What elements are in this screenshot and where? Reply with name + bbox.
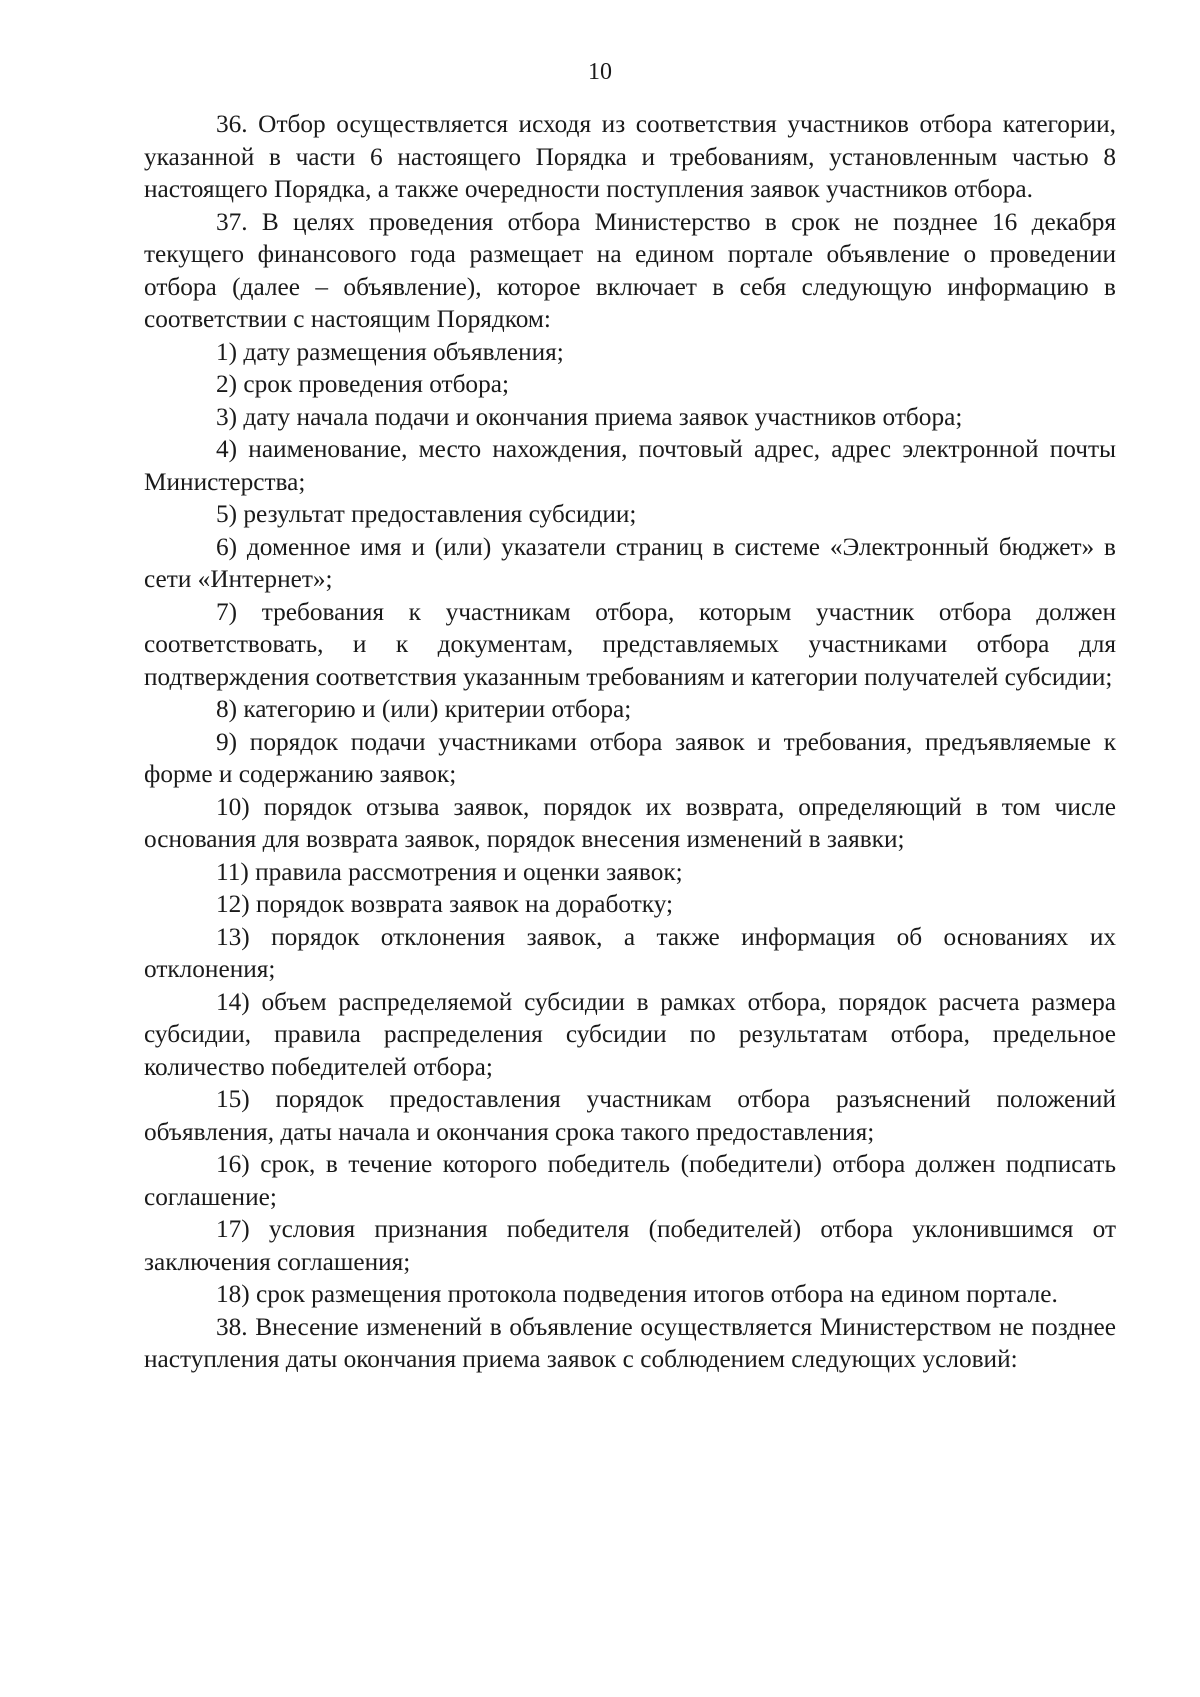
list-item-9: 9) порядок подачи участниками отбора заявок и требования, предъявляемые к форме и содержанию заявок; — [144, 727, 1116, 788]
list-item-14: 14) объем распределяемой субсидии в рамках отбора, порядок расчета размера субсидии, правила распределения субсидии по результатам отбора, предельное количество победителей отбора; — [144, 987, 1116, 1081]
list-item-13: 13) порядок отклонения заявок, а также информация об основаниях их отклонения; — [144, 922, 1116, 983]
list-item-2: 2) срок проведения отбора; — [216, 370, 509, 398]
list-item-8: 8) категорию и (или) критерии отбора; — [216, 695, 632, 723]
paragraph-37: 37. В целях проведения отбора Министерство в срок не позднее 16 декабря текущего финансового года размещает на едином портале объявление о проведении отбора (далее – объявление), которое включает в себя следующую информацию в соответствии с настоящим Порядком: — [144, 207, 1116, 333]
list-item-17: 17) условия признания победителя (победителей) отбора уклонившимся от заключения соглашения; — [144, 1215, 1116, 1276]
list-item-18: 18) срок размещения протокола подведения итогов отбора на едином портале. — [216, 1280, 1058, 1308]
list-item-5: 5) результат предоставления субсидии; — [216, 500, 637, 528]
list-item-16: 16) срок, в течение которого победитель (победители) отбора должен подписать соглашение; — [144, 1150, 1116, 1211]
document-body — [144, 108, 1116, 1376]
list-item-10: 10) порядок отзыва заявок, порядок их возврата, определяющий в том числе основания для возврата заявок, порядок внесения изменений в заявки; — [144, 792, 1116, 853]
paragraph-38: 38. Внесение изменений в объявление осуществляется Министерством не позднее наступления даты окончания приема заявок с соблюдением следующих условий: — [144, 1312, 1116, 1373]
list-item-12: 12) порядок возврата заявок на доработку; — [216, 890, 674, 918]
paragraph-36: 36. Отбор осуществляется исходя из соответствия участников отбора категории, указанной в части 6 настоящего Порядка и требованиям, установленным частью 8 настоящего Порядка, а также очередности поступления заявок участников отбора. — [144, 110, 1116, 203]
list-item-6: 6) доменное имя и (или) указатели страниц в системе «Электронный бюджет» в сети «Интернет»; — [144, 532, 1116, 593]
list-item-3: 3) дату начала подачи и окончания приема заявок участников отбора; — [216, 402, 963, 431]
list-item-4: 4) наименование, место нахождения, почтовый адрес, адрес электронной почты Министерства; — [144, 435, 1116, 496]
list-item-7: 7) требования к участникам отбора, которым участник отбора должен соответствовать, и к документам, представляемых участниками отбора для подтверждения соответствия указанным требованиям и категории получателей субсидии; — [144, 597, 1116, 691]
list-item-11: 11) правила рассмотрения и оценки заявок; — [216, 857, 683, 886]
list-item-15: 15) порядок предоставления участникам отбора разъяснений положений объявления, даты начала и окончания срока такого предоставления; — [144, 1085, 1116, 1146]
page-number: 10 — [588, 59, 612, 85]
list-item-1: 1) дату размещения объявления; — [216, 337, 564, 366]
